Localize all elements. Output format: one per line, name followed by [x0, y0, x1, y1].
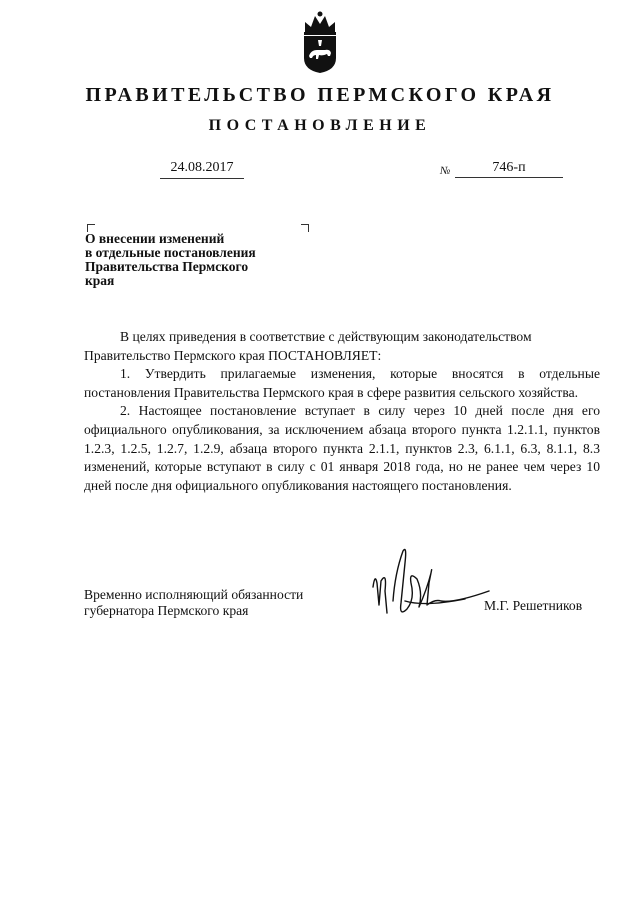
subject-line: края [85, 273, 115, 288]
subject-line: Правительства Пермского [85, 259, 249, 274]
signatory-position-line: губернатора Пермского края [84, 602, 249, 618]
signatory-position-line: Временно исполняющий обязанности [84, 587, 304, 602]
clause-1-paragraph: 1. Утвердить прилагаемые изменения, которые вносятся в отдельные постановления Правительства Пермского края в сфере развития сельского хозяйства. [84, 366, 600, 400]
document-subject [85, 232, 295, 288]
preamble-paragraph: В целях приведения в соответствие с действующим законодательством Правительство Пермского края ПОСТАНОВЛЯЕТ: [84, 329, 532, 363]
document-type-title: ПОСТАНОВЛЕНИЕ [208, 117, 432, 134]
clause-2-paragraph: 2. Настоящее постановление вступает в силу через 10 дней после дня его официального опубликования, за исключением абзаца второго пункта 1.2.1.1, пунктов 1.2.3, 1.2.5, 1.2.7, 1.2.9, абзаца второго пункта 2.1.1, пунктов 2.3, 6.1.1, 6.3, 8.1.1, 8.3 изменений, которые вступают в силу с 01 января 2018 года, но не ранее чем через 10 дней после дня официального опубликования настоящего постановления. [84, 403, 600, 493]
subject-line: в отдельные постановления [85, 245, 256, 260]
signatory-name: М.Г. Решетников [484, 598, 583, 613]
document-number: 746-п [455, 159, 563, 178]
handwritten-signature [365, 543, 490, 625]
organization-title: ПРАВИТЕЛЬСТВО ПЕРМСКОГО КРАЯ [85, 84, 555, 106]
document-date: 24.08.2017 [160, 158, 244, 179]
coat-of-arms-icon [299, 10, 341, 74]
signatory-position [84, 587, 303, 618]
subject-corner-right [301, 224, 309, 232]
number-sign: № [440, 165, 451, 177]
subject-line: О внесении изменений [85, 231, 225, 246]
document-body [84, 328, 600, 495]
